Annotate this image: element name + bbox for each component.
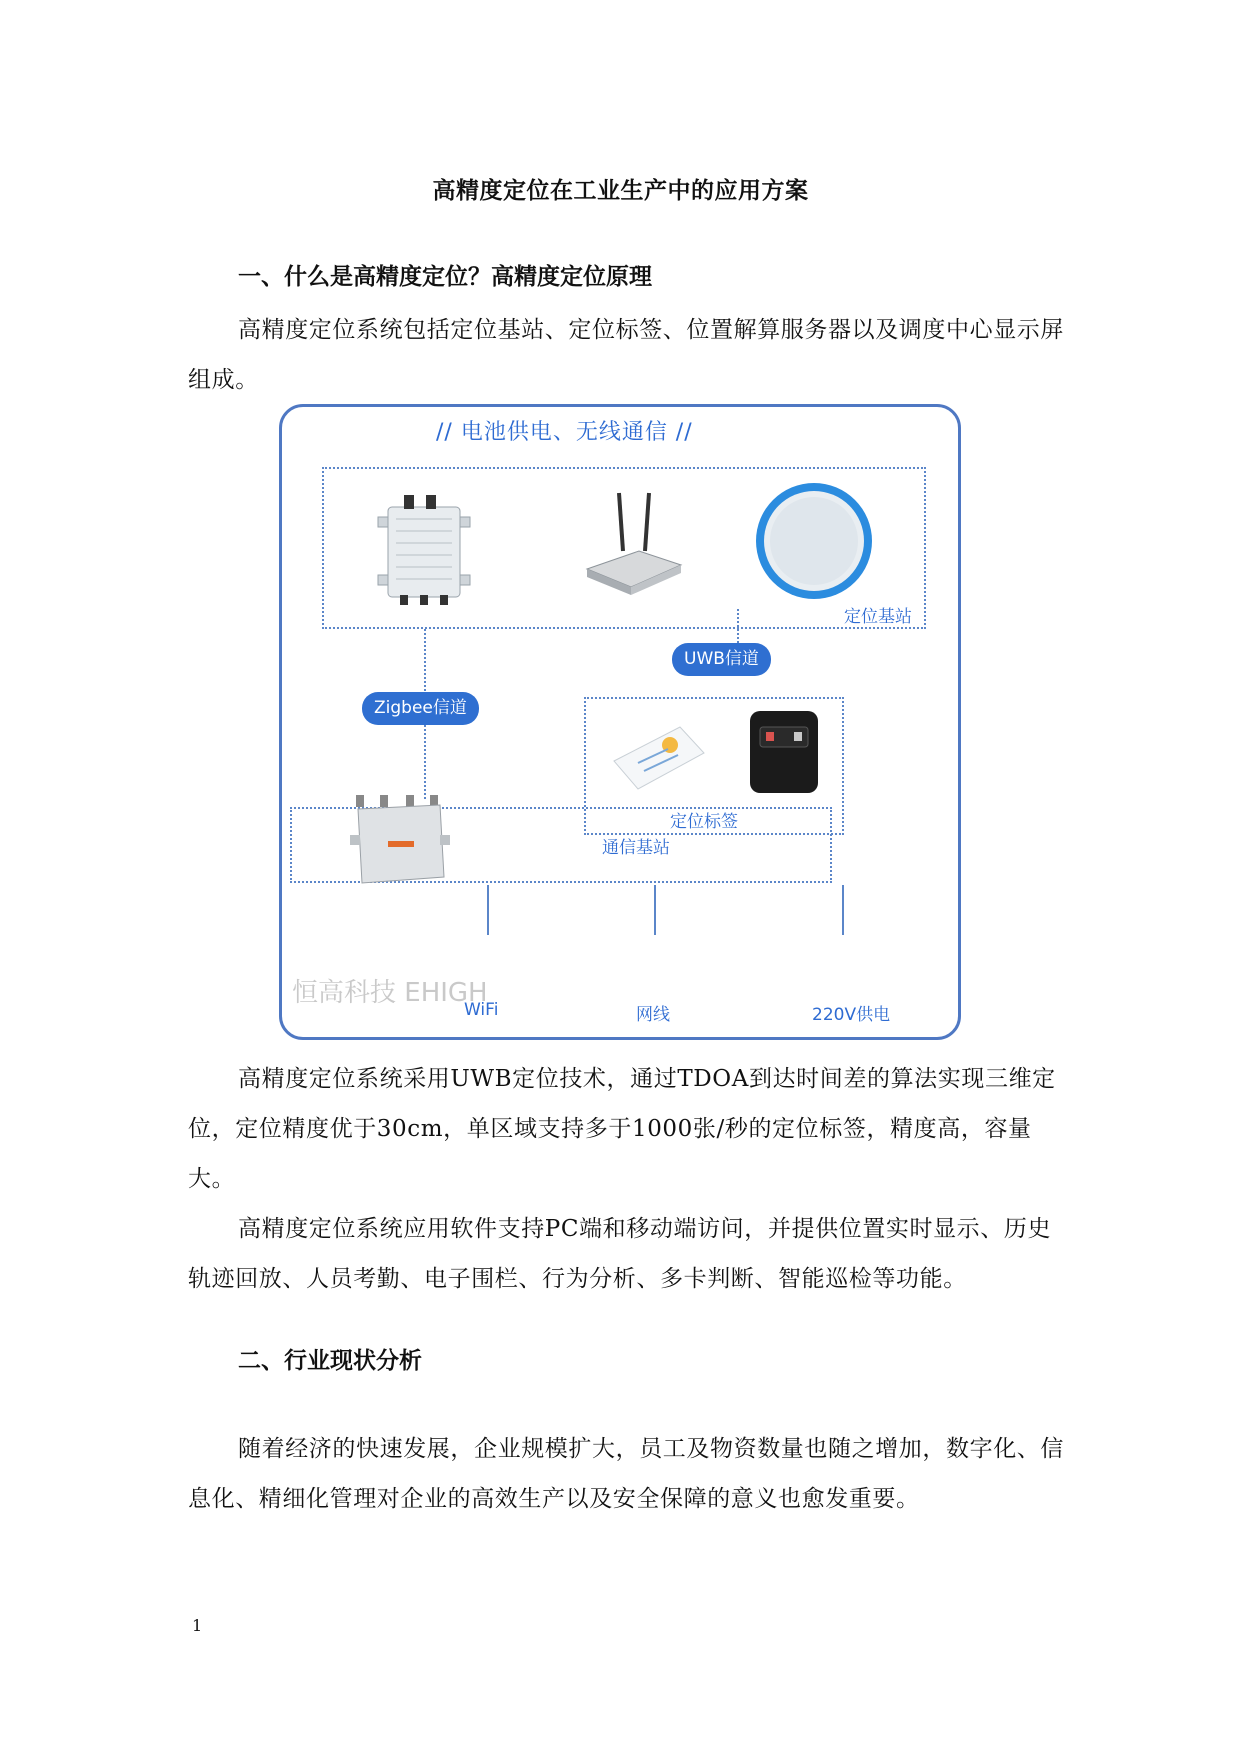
power-output-line [842, 885, 844, 935]
watermark: 恒高科技 EHIGH [292, 978, 488, 1008]
round-anchor-device-icon [749, 479, 879, 609]
system-diagram [279, 404, 961, 1040]
page-number: 1 [192, 1616, 203, 1635]
card-tag-icon [608, 717, 708, 797]
diagram-header: // 电池供电、无线通信 // [436, 420, 693, 445]
uwb-channel-badge: UWB信道 [672, 643, 771, 676]
section1-paragraph-2: 高精度定位系统采用UWB定位技术，通过TDOA到达时间差的算法实现三维定位，定位精度优于30cm，单区域支持多于1000张/秒的定位标签，精度高，容量大。 [188, 1066, 1056, 1192]
badge-tag-icon [744, 707, 824, 797]
comm-station-label: 通信基站 [602, 838, 670, 858]
comm-station-device-icon [350, 791, 450, 891]
output-power: 220V供电 [812, 1005, 891, 1025]
wifi-output-line [487, 885, 489, 935]
section1-paragraph-1: 高精度定位系统包括定位基站、定位标签、位置解算服务器以及调度中心显示屏组成。 [188, 317, 1064, 393]
network-output-line [654, 885, 656, 935]
section1-heading: 一、什么是高精度定位？高精度定位原理 [238, 264, 652, 290]
anchor-group-box [322, 467, 926, 629]
output-wifi: WiFi [464, 1000, 499, 1020]
section2-heading: 二、行业现状分析 [238, 1348, 422, 1374]
section1-paragraph-3: 高精度定位系统应用软件支持PC端和移动端访问，并提供位置实时显示、历史轨迹回放、人员考勤、电子围栏、行为分析、多卡判断、智能巡检等功能。 [188, 1216, 1052, 1292]
anchor-label: 定位基站 [844, 607, 912, 627]
output-network: 网线 [636, 1005, 670, 1025]
tag-label: 定位标签 [670, 812, 738, 832]
document-title: 高精度定位在工业生产中的应用方案 [432, 178, 809, 204]
section2-paragraph-1: 随着经济的快速发展，企业规模扩大，员工及物资数量也随之增加，数字化、信息化、精细化管理对企业的高效生产以及安全保障的意义也愈发重要。 [188, 1436, 1064, 1512]
router-anchor-device-icon [579, 491, 689, 601]
zigbee-channel-badge: Zigbee信道 [362, 692, 479, 725]
outdoor-anchor-device-icon [374, 489, 474, 609]
